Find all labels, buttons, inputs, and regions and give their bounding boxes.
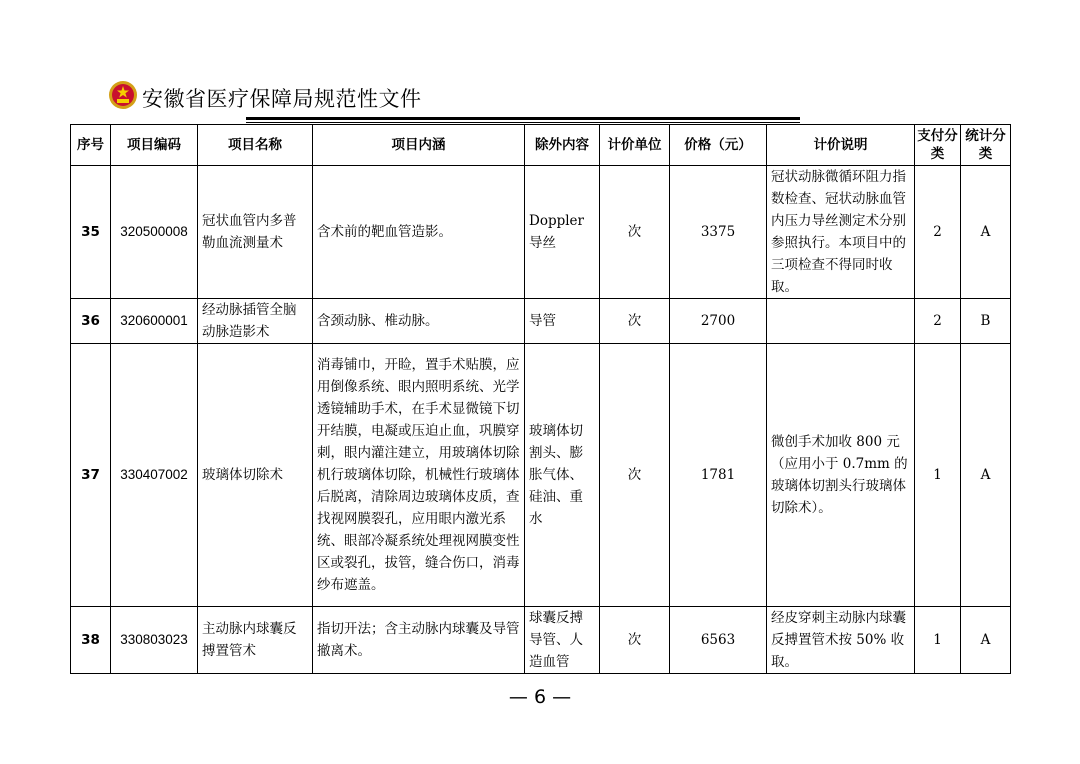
row-price: 1781: [670, 344, 767, 607]
row-content: 含术前的靶血管造影。: [313, 166, 525, 299]
row-seq: 38: [71, 607, 111, 674]
header-stat-class: 统计分类: [961, 125, 1011, 166]
row-seq: 37: [71, 344, 111, 607]
row-excluded: 玻璃体切割头、膨胀气体、硅油、重水: [525, 344, 600, 607]
row-price: 2700: [670, 299, 767, 344]
row-pay-class: 1: [915, 607, 961, 674]
table-row: [71, 344, 1011, 607]
page-number: — 6 —: [508, 686, 572, 708]
row-note: 微创手术加收 800 元（应用小于 0.7mm 的玻璃体切割头行玻璃体切除术）。: [767, 344, 915, 607]
row-note: 经皮穿刺主动脉内球囊反搏置管术按 50% 收取。: [767, 607, 915, 674]
row-stat-class: A: [961, 166, 1011, 299]
row-code: 320500008: [111, 166, 198, 299]
header-rule: [246, 117, 800, 120]
document-title: 安徽省医疗保障局规范性文件: [142, 87, 422, 111]
header-seq: 序号: [71, 125, 111, 166]
row-unit: 次: [600, 344, 670, 607]
row-note: 冠状动脉微循环阻力指数检查、冠状动脉血管内压力导丝测定术分别参照执行。本项目中的三项检查不得同时收取。: [767, 166, 915, 299]
row-stat-class: B: [961, 299, 1011, 344]
row-name: 主动脉内球囊反搏置管术: [198, 607, 313, 674]
header-unit: 计价单位: [600, 125, 670, 166]
row-content: 含颈动脉、椎动脉。: [313, 299, 525, 344]
row-excluded: 球囊反搏导管、人造血管: [525, 607, 600, 674]
row-seq: 36: [71, 299, 111, 344]
row-name: 玻璃体切除术: [198, 344, 313, 607]
table-row: [71, 166, 1011, 299]
row-content: 消毒铺巾，开睑，置手术贴膜，应用倒像系统、眼内照明系统、光学透镜辅助手术，在手术显微镜下切开结膜，电凝或压迫止血，巩膜穿刺，眼内灌注建立，用玻璃体切除机行玻璃体切除，机械性行玻璃体后脱离，清除周边玻璃体皮质，查找视网膜裂孔，应用眼内激光系统、眼部冷凝系统处理视网膜变性区或裂孔，拔管，缝合伤口，消毒纱布遮盖。: [313, 344, 525, 607]
row-pay-class: 2: [915, 166, 961, 299]
row-unit: 次: [600, 299, 670, 344]
header-price: 价格（元）: [670, 125, 767, 166]
row-excluded: 导管: [525, 299, 600, 344]
header-name: 项目名称: [198, 125, 313, 166]
row-code: 330407002: [111, 344, 198, 607]
row-content: 指切开法；含主动脉内球囊及导管撤离术。: [313, 607, 525, 674]
row-unit: 次: [600, 607, 670, 674]
table-row: [71, 299, 1011, 344]
header-rule-thin: [246, 122, 800, 123]
header-note: 计价说明: [767, 125, 915, 166]
header-excluded: 除外内容: [525, 125, 600, 166]
row-price: 3375: [670, 166, 767, 299]
row-stat-class: A: [961, 607, 1011, 674]
row-price: 6563: [670, 607, 767, 674]
header-content: 项目内涵: [313, 125, 525, 166]
row-code: 330803023: [111, 607, 198, 674]
document-header: [108, 78, 808, 118]
row-stat-class: A: [961, 344, 1011, 607]
row-pay-class: 1: [915, 344, 961, 607]
fee-table: [70, 124, 1011, 674]
header-pay-class: 支付分类: [915, 125, 961, 166]
header-code: 项目编码: [111, 125, 198, 166]
row-code: 320600001: [111, 299, 198, 344]
row-unit: 次: [600, 166, 670, 299]
row-excluded: Doppler 导丝: [525, 166, 600, 299]
row-note: [767, 299, 915, 344]
table-header-row: [71, 125, 1011, 166]
row-name: 经动脉插管全脑动脉造影术: [198, 299, 313, 344]
row-seq: 35: [71, 166, 111, 299]
row-name: 冠状血管内多普勒血流测量术: [198, 166, 313, 299]
national-emblem-icon: [108, 80, 138, 110]
row-pay-class: 2: [915, 299, 961, 344]
table-row: [71, 607, 1011, 674]
